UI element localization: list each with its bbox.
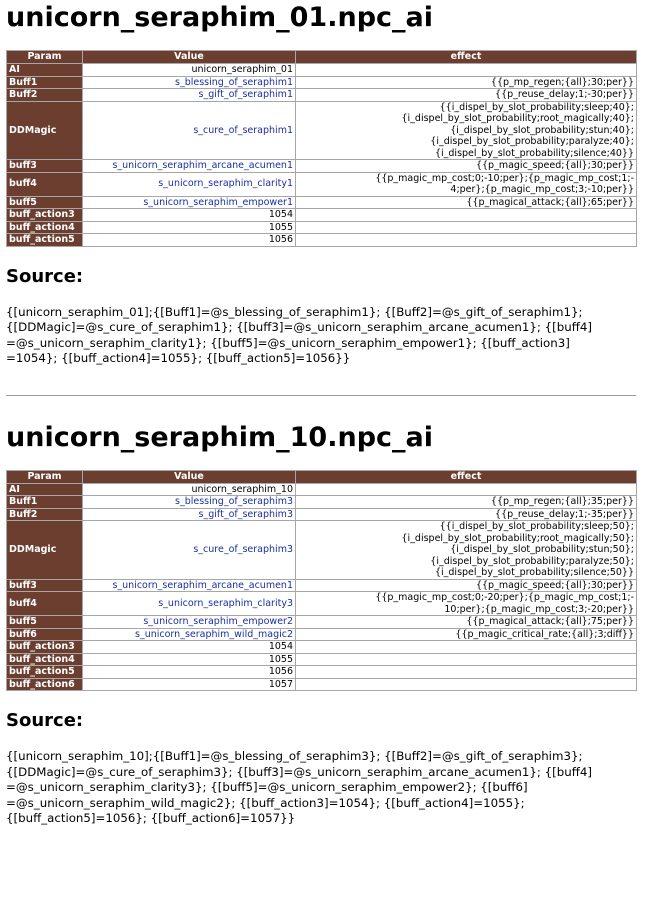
- param-cell: buff_action6: [7, 678, 83, 691]
- effect-line: [298, 222, 634, 234]
- value-link[interactable]: s_unicorn_seraphim_arcane_acumen1: [112, 160, 293, 171]
- source-line: {[DDMagic]=@s_cure_of_seraphim3}; {[buff3]=@s_unicorn_seraphim_arcane_acumen1}; {[buff4]: [6, 764, 592, 779]
- effect-cell: [296, 172, 637, 196]
- value-cell: [83, 666, 296, 679]
- table-row: [7, 64, 637, 77]
- param-cell: DDMagic: [7, 521, 83, 580]
- effect-line: [298, 209, 634, 221]
- value-cell: [83, 160, 296, 173]
- value-cell: [83, 521, 296, 580]
- effect-cell: [296, 678, 637, 691]
- header-value: Value: [83, 51, 296, 64]
- param-cell: buff6: [7, 628, 83, 641]
- effect-line: {{p_magic_mp_cost;0;-20;per};{p_magic_mp_cost;1;-: [375, 592, 634, 603]
- param-cell: DDMagic: [7, 101, 83, 160]
- value-link[interactable]: s_cure_of_seraphim3: [193, 544, 293, 555]
- header-effect: effect: [296, 470, 637, 483]
- table-row: [7, 234, 637, 247]
- table-row: [7, 678, 637, 691]
- effect-line: [298, 234, 634, 246]
- header-value: Value: [83, 470, 296, 483]
- param-cell: buff_action4: [7, 221, 83, 234]
- param-cell: buff3: [7, 579, 83, 592]
- source-line: {[unicorn_seraphim_10];{[Buff1]=@s_blessing_of_seraphim3}; {[Buff2]=@s_gift_of_seraphim3};: [6, 749, 583, 763]
- value-cell: [83, 76, 296, 89]
- value-text: unicorn_seraphim_10: [191, 483, 293, 495]
- value-cell: [83, 221, 296, 234]
- value-link[interactable]: s_blessing_of_seraphim3: [175, 496, 293, 507]
- effect-line: {{p_reuse_delay;1;-30;per}}: [495, 89, 634, 100]
- value-cell: [83, 628, 296, 641]
- effect-cell: [296, 521, 637, 580]
- effect-cell: [296, 209, 637, 222]
- effect-cell: [296, 89, 637, 102]
- effect-cell: [296, 653, 637, 666]
- value-link[interactable]: s_unicorn_seraphim_empower2: [143, 616, 293, 627]
- param-cell: buff4: [7, 172, 83, 196]
- effect-line: {i_dispel_by_slot_probability;paralyze;40};: [430, 136, 634, 147]
- section-1-source-text: [6, 305, 636, 367]
- value-link[interactable]: s_unicorn_seraphim_clarity1: [158, 178, 293, 190]
- effect-line: {i_dispel_by_slot_probability;stun;40};: [450, 124, 634, 136]
- value-cell: [83, 653, 296, 666]
- effect-cell: [296, 221, 637, 234]
- effect-line: [298, 654, 634, 666]
- table-row: [7, 172, 637, 196]
- value-cell: [83, 234, 296, 247]
- effect-line: {i_dispel_by_slot_probability;silence;40}}: [434, 147, 634, 159]
- value-cell: [83, 616, 296, 629]
- effect-cell: [296, 641, 637, 654]
- effect-cell: [296, 579, 637, 592]
- value-cell: [83, 483, 296, 496]
- value-cell: [83, 641, 296, 654]
- param-cell: Buff2: [7, 89, 83, 102]
- effect-line: {i_dispel_by_slot_probability;paralyze;50};: [430, 555, 634, 567]
- effect-line: [298, 64, 634, 76]
- effect-cell: [296, 592, 637, 616]
- table-row: [7, 628, 637, 641]
- table-row: [7, 101, 637, 160]
- section-1-title: unicorn_seraphim_01.npc_ai: [6, 2, 434, 33]
- param-cell: buff_action3: [7, 209, 83, 222]
- value-link[interactable]: s_blessing_of_seraphim1: [175, 76, 293, 88]
- table-row: [7, 76, 637, 89]
- effect-line: {{p_magic_mp_cost;0;-10;per};{p_magic_mp_cost;1;-: [375, 172, 634, 184]
- param-cell: buff4: [7, 592, 83, 616]
- table-row: [7, 160, 637, 173]
- header-effect: effect: [296, 51, 637, 64]
- effect-line: [298, 484, 634, 496]
- value-cell: [83, 592, 296, 616]
- value-cell: [83, 89, 296, 102]
- param-cell: Buff2: [7, 508, 83, 521]
- value-text: 1056: [268, 666, 293, 677]
- effect-line: {{p_magic_speed;{all};30;per}}: [475, 579, 634, 591]
- source-line: {[DDMagic]=@s_cure_of_seraphim1}; {[buff3]=@s_unicorn_seraphim_arcane_acumen1}; {[buff4]: [6, 320, 592, 334]
- source-line: {[unicorn_seraphim_01];{[Buff1]=@s_blessing_of_seraphim1}; {[Buff2]=@s_gift_of_seraphim1};: [6, 304, 583, 319]
- param-cell: buff3: [7, 160, 83, 173]
- value-cell: [83, 496, 296, 509]
- effect-line: {{p_mp_regen;{all};30;per}}: [490, 76, 634, 88]
- value-text: 1055: [268, 221, 293, 233]
- param-cell: buff_action5: [7, 666, 83, 679]
- effect-cell: [296, 616, 637, 629]
- effect-line: {{p_magical_attack;{all};65;per}}: [466, 196, 634, 208]
- section-2-source-heading: Source:: [6, 710, 84, 731]
- table-row: [7, 592, 637, 616]
- effect-cell: [296, 160, 637, 173]
- effect-line: [298, 679, 634, 691]
- effect-line: [298, 666, 634, 678]
- value-cell: [83, 64, 296, 77]
- source-line: =@s_unicorn_seraphim_wild_magic2}; {[buff_action3]=1054}; {[buff_action4]=1055};: [6, 795, 525, 810]
- effect-cell: [296, 64, 637, 77]
- param-cell: buff_action4: [7, 653, 83, 666]
- table-row: [7, 641, 637, 654]
- section-1-table: [6, 50, 637, 247]
- table-row: [7, 653, 637, 666]
- effect-cell: [296, 101, 637, 160]
- effect-line: {i_dispel_by_slot_probability;silence;50}}: [434, 567, 634, 578]
- value-text: 1054: [268, 209, 293, 220]
- value-text: 1056: [268, 234, 293, 245]
- value-cell: [83, 172, 296, 196]
- effect-line: {i_dispel_by_slot_probability;stun;50};: [450, 544, 634, 555]
- table-row: [7, 221, 637, 234]
- effect-line: {i_dispel_by_slot_probability;root_magically;40};: [401, 113, 634, 124]
- section-2-table: [6, 470, 637, 692]
- table-row: [7, 508, 637, 521]
- header-param: Param: [7, 51, 83, 64]
- value-text: 1055: [268, 653, 293, 665]
- table-row: [7, 579, 637, 592]
- effect-cell: [296, 666, 637, 679]
- value-link[interactable]: s_cure_of_seraphim1: [193, 124, 293, 136]
- value-link[interactable]: s_gift_of_seraphim1: [198, 89, 293, 100]
- effect-line: {{i_dispel_by_slot_probability;sleep;50};: [439, 521, 634, 532]
- value-link[interactable]: s_unicorn_seraphim_wild_magic2: [135, 628, 293, 640]
- effect-cell: [296, 496, 637, 509]
- effect-line: {{i_dispel_by_slot_probability;sleep;40};: [439, 101, 634, 113]
- param-cell: Buff1: [7, 496, 83, 509]
- effect-line: {i_dispel_by_slot_probability;root_magically;50};: [401, 532, 634, 544]
- value-link[interactable]: s_unicorn_seraphim_clarity3: [158, 597, 293, 609]
- effect-line: {{p_reuse_delay;1;-35;per}}: [495, 508, 634, 520]
- table-header-row: [7, 470, 637, 483]
- effect-line: {{p_magical_attack;{all};75;per}}: [466, 616, 634, 627]
- value-cell: [83, 101, 296, 160]
- param-cell: AI: [7, 483, 83, 496]
- section-1-source-heading: Source:: [6, 265, 84, 287]
- source-line: =1054}; {[buff_action4]=1055}; {[buff_action5]=1056}}: [6, 351, 351, 365]
- effect-cell: [296, 234, 637, 247]
- section-2-table-body: [7, 483, 637, 691]
- value-link[interactable]: s_unicorn_seraphim_arcane_acumen1: [112, 579, 293, 591]
- effect-line: {{p_magic_critical_rate;{all};3;diff}}: [455, 628, 634, 640]
- value-cell: [83, 508, 296, 521]
- value-text: 1054: [268, 641, 293, 652]
- value-text: 1057: [268, 678, 293, 690]
- table-row: [7, 521, 637, 580]
- table-row: [7, 196, 637, 209]
- section-2-source-text: [6, 749, 636, 827]
- table-row: [7, 89, 637, 102]
- effect-cell: [296, 508, 637, 521]
- table-row: [7, 616, 637, 629]
- source-line: =@s_unicorn_seraphim_clarity1}; {[buff5]=@s_unicorn_seraphim_empower1}; {[buff_action3]: [6, 335, 570, 350]
- value-link[interactable]: s_unicorn_seraphim_empower1: [143, 196, 293, 208]
- effect-line: {{p_magic_speed;{all};30;per}}: [475, 160, 634, 171]
- effect-cell: [296, 628, 637, 641]
- param-cell: Buff1: [7, 76, 83, 89]
- value-cell: [83, 196, 296, 209]
- table-row: [7, 666, 637, 679]
- value-link[interactable]: s_gift_of_seraphim3: [198, 508, 293, 520]
- section-2-title: unicorn_seraphim_10.npc_ai: [6, 421, 434, 453]
- source-line: {[buff_action5]=1056}; {[buff_action6]=1057}}: [6, 811, 296, 825]
- effect-line: [298, 641, 634, 653]
- effect-cell: [296, 196, 637, 209]
- value-text: unicorn_seraphim_01: [191, 64, 293, 75]
- param-cell: buff_action5: [7, 234, 83, 247]
- effect-cell: [296, 483, 637, 496]
- header-param: Param: [7, 470, 83, 483]
- value-cell: [83, 209, 296, 222]
- effect-line: {{p_mp_regen;{all};35;per}}: [490, 496, 634, 507]
- value-cell: [83, 678, 296, 691]
- param-cell: AI: [7, 64, 83, 77]
- effect-line: 10;per};{p_magic_mp_cost;3;-20;per}}: [444, 603, 634, 615]
- source-line: =@s_unicorn_seraphim_clarity3}; {[buff5]=@s_unicorn_seraphim_empower2}; {[buff6]: [6, 780, 528, 794]
- table-header-row: [7, 51, 637, 64]
- section-1-table-body: [7, 64, 637, 247]
- param-cell: buff5: [7, 196, 83, 209]
- param-cell: buff_action3: [7, 641, 83, 654]
- effect-cell: [296, 76, 637, 89]
- table-row: [7, 209, 637, 222]
- value-cell: [83, 579, 296, 592]
- param-cell: buff5: [7, 616, 83, 629]
- table-row: [7, 483, 637, 496]
- table-row: [7, 496, 637, 509]
- effect-line: 4;per};{p_magic_mp_cost;3;-10;per}}: [450, 184, 634, 195]
